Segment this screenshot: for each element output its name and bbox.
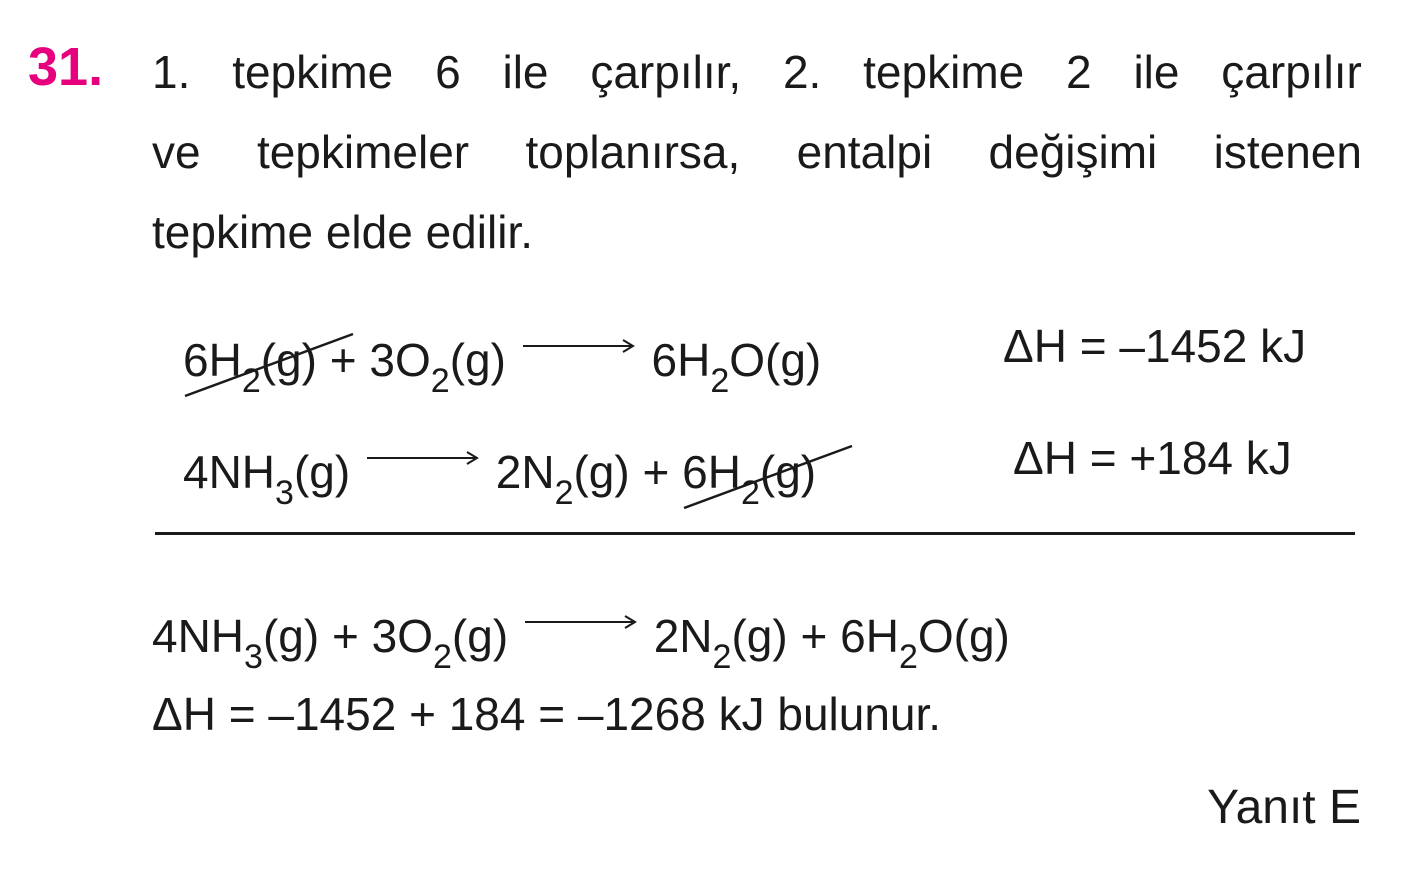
reaction-2 xyxy=(183,428,1363,512)
word: tepkime xyxy=(232,46,394,98)
phase: (g) xyxy=(451,610,509,662)
word: çarpılır, xyxy=(590,46,742,98)
subscript: 2 xyxy=(241,362,261,400)
word: toplanırsa, xyxy=(525,126,741,178)
phase: (g) xyxy=(262,610,320,662)
strike-line-icon xyxy=(682,442,852,512)
explanation-line-2 xyxy=(152,112,1362,192)
result-line: ΔH = –1452 + 184 = –1268 kJ bulunur. xyxy=(152,688,942,740)
formula: 6H xyxy=(840,610,899,662)
subscript: 2 xyxy=(433,638,452,676)
explanation-line-1 xyxy=(152,32,1362,112)
plus-sign: + xyxy=(800,610,828,662)
subscript: 2 xyxy=(740,474,760,512)
word: çarpılır xyxy=(1221,46,1362,98)
formula: O(g) xyxy=(917,610,1010,662)
subscript: 2 xyxy=(712,638,732,676)
strike-line-icon xyxy=(183,330,353,400)
formula: 2N xyxy=(653,610,713,662)
word: ile xyxy=(1133,46,1180,98)
sum-rule xyxy=(155,532,1355,535)
word: 2 xyxy=(1066,46,1092,98)
phase: (g) xyxy=(449,334,506,386)
reaction-1 xyxy=(183,316,1363,400)
formula: 4NH xyxy=(183,446,276,498)
subscript: 2 xyxy=(710,362,730,400)
word: 6 xyxy=(435,46,461,98)
formula: 3O xyxy=(371,610,433,662)
formula: 6H xyxy=(682,446,741,498)
formula: 3O xyxy=(369,334,431,386)
formula: 6H xyxy=(183,334,242,386)
net-reaction xyxy=(152,592,1352,676)
formula: O(g) xyxy=(729,334,822,386)
question-number: 31. xyxy=(28,37,104,97)
subscript: 3 xyxy=(275,474,294,512)
arrow-icon xyxy=(521,592,641,652)
subscript: 2 xyxy=(554,474,574,512)
plus-sign: + xyxy=(642,446,670,498)
word: 1. xyxy=(152,46,191,98)
word: istenen xyxy=(1213,126,1362,178)
plus-sign: + xyxy=(329,334,357,386)
formula: 4NH xyxy=(152,610,245,662)
formula: 2N xyxy=(495,446,555,498)
cancelled-h2-reactant xyxy=(183,330,317,400)
word: tepkime xyxy=(863,46,1025,98)
word: ile xyxy=(502,46,549,98)
subscript: 3 xyxy=(244,638,263,676)
enthalpy-1: ΔH = –1452 kJ xyxy=(1003,320,1307,372)
arrow-icon xyxy=(519,316,639,376)
plus-sign: + xyxy=(331,610,359,662)
word: değişimi xyxy=(988,126,1158,178)
answer-label: Yanıt E xyxy=(1207,781,1361,834)
word: 2. xyxy=(782,46,822,98)
word: tepkimeler xyxy=(256,126,470,178)
phase: (g) xyxy=(759,446,817,498)
phase: (g) xyxy=(573,446,630,498)
formula: 6H xyxy=(651,334,711,386)
subscript: 2 xyxy=(898,638,918,676)
word: entalpi xyxy=(796,126,933,178)
explanation-paragraph xyxy=(152,32,1362,272)
enthalpy-2: ΔH = +184 kJ xyxy=(1013,432,1292,484)
explanation-line-3: tepkime elde edilir. xyxy=(152,206,533,258)
phase: (g) xyxy=(731,610,788,662)
phase: (g) xyxy=(293,446,351,498)
subscript: 2 xyxy=(430,362,450,400)
cancelled-h2-product xyxy=(682,442,817,512)
arrow-icon xyxy=(363,428,483,488)
phase: (g) xyxy=(260,334,317,386)
word: ve xyxy=(152,126,201,178)
